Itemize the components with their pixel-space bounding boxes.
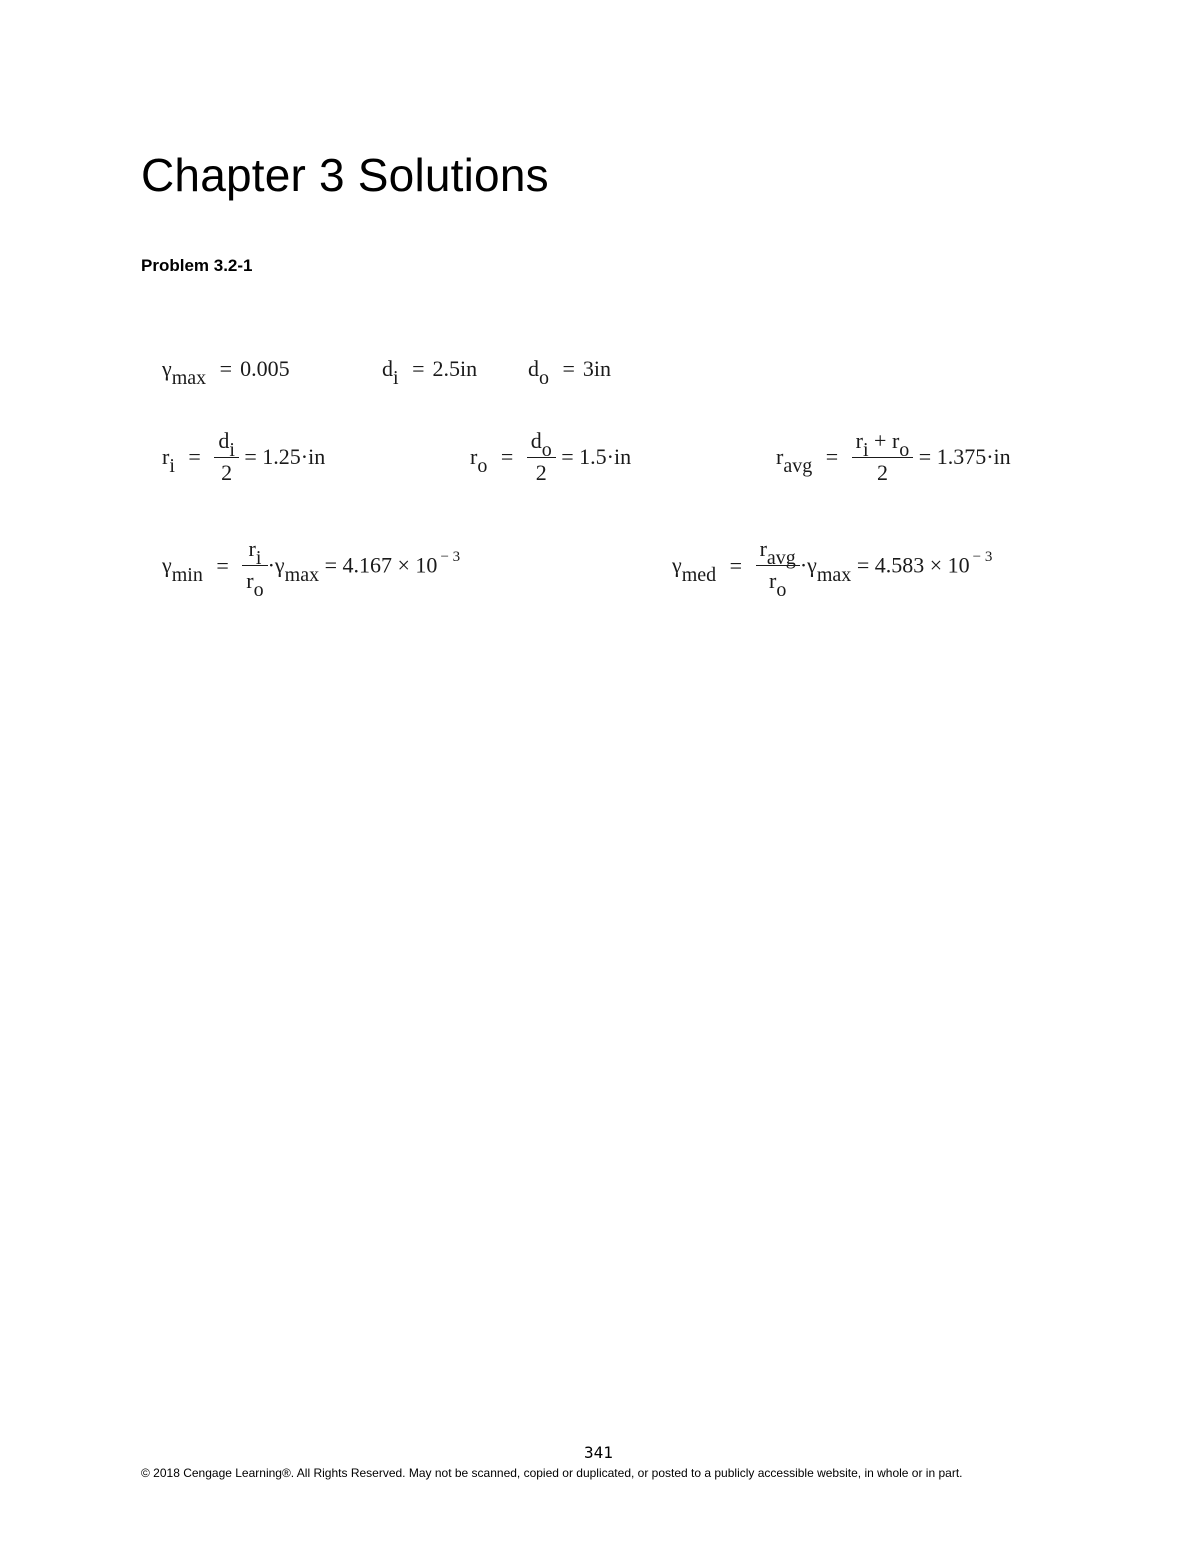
equals-sign: = [825,444,839,470]
fraction-denominator: 2 [876,460,888,485]
times-gamma: ·γ [267,552,285,578]
fraction [756,536,800,601]
exponent: − 3 [440,548,461,565]
equals-sign: = [188,444,201,470]
gamma-max-subscript: max [171,367,207,389]
r-i-subscript: i [169,455,175,478]
gamma-med-subscript: med [681,563,717,586]
fraction-denominator: ro [246,568,264,601]
r-avg-equation [776,430,1011,488]
d-symbol: d [528,356,539,381]
fraction-numerator: do [527,428,556,458]
problem-label: Problem 3.2-1 [141,256,253,275]
r-avg-result: = 1.375·in [918,444,1011,470]
equals-sign: = [500,444,514,470]
d-symbol: d [382,356,393,381]
fraction-numerator: ravg [756,536,800,566]
r-symbol: r [162,444,170,470]
gamma-max-given [162,356,290,389]
d-o-value: 3in [582,356,612,381]
r-i-equation [162,430,325,488]
r-o-result: = 1.5·in [561,444,632,470]
chapter-title: Chapter 3 Solutions [141,149,549,201]
equals-sign: = [219,356,233,381]
exponent: − 3 [972,548,993,565]
gamma-med-equation [672,536,993,601]
inner-diameter-given [382,356,478,389]
gamma-max-value: 0.005 [240,356,290,381]
fraction-denominator: ro [769,568,787,601]
r-i-result: = 1.25·in [244,444,326,470]
equals-sign: = [729,552,743,578]
d-o-subscript: o [539,367,549,389]
fraction [242,536,267,601]
fraction-denominator: 2 [221,460,233,485]
r-symbol: r [470,444,478,470]
fraction-numerator: ri + ro [852,428,914,458]
outer-diameter-given [528,356,612,389]
r-o-equation [470,430,631,488]
fraction [214,428,239,486]
equals-sign: = [562,356,575,381]
page-number: 341 [584,1443,613,1462]
copyright-notice: © 2018 Cengage Learning®. All Rights Reserved. May not be scanned, copied or duplicated, or posted to a publicly accessible website, in whole or in part. [141,1466,963,1480]
times-gamma: ·γ [799,552,817,578]
fraction-denominator: 2 [535,460,547,485]
fraction [852,428,914,486]
d-i-value: 2.5in [432,356,478,381]
gamma-symbol: γ [672,552,682,578]
gamma-med-result: = 4.583 × 10 [856,552,970,578]
r-o-subscript: o [477,455,488,478]
fraction-numerator: di [214,428,239,458]
gamma-symbol: γ [162,356,172,381]
gamma-min-subscript: min [171,563,203,586]
gamma-min-equation [162,536,461,601]
d-i-subscript: i [393,367,399,389]
equals-sign: = [216,552,229,578]
gamma-max-subscript: max [816,563,852,586]
r-symbol: r [776,444,784,470]
gamma-symbol: γ [162,552,172,578]
equals-sign: = [412,356,425,381]
gamma-min-result: = 4.167 × 10 [324,552,438,578]
r-avg-subscript: avg [783,455,813,478]
gamma-max-subscript: max [284,563,320,586]
fraction [527,428,556,486]
fraction-numerator: ri [242,536,267,566]
